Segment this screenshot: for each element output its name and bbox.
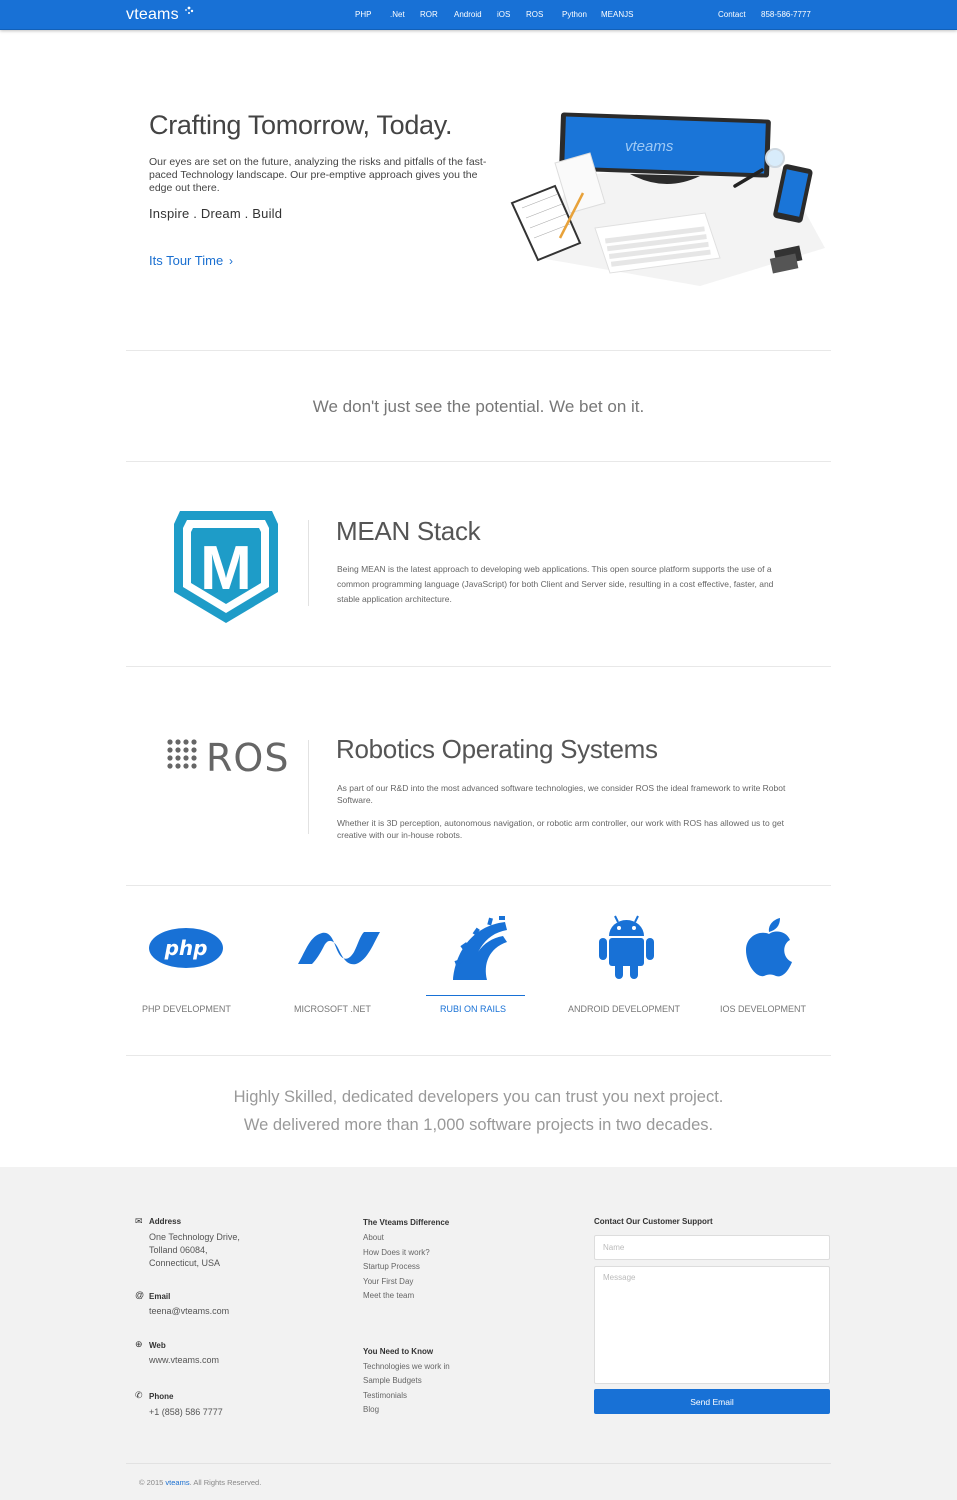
contact-heading: Contact Our Customer Support	[594, 1217, 713, 1226]
name-input[interactable]	[594, 1235, 830, 1260]
difference-heading: The Vteams Difference	[363, 1218, 450, 1227]
phone-label: Phone	[149, 1392, 174, 1401]
dotnet-icon[interactable]	[296, 930, 382, 966]
hero-title: Crafting Tomorrow, Today.	[149, 110, 453, 140]
nav-item-meanjs[interactable]: MEANJS	[601, 10, 634, 19]
ros-description-1: As part of our R&D into the most advanced software technologies, we consider ROS the ideal framework to write Robot Software.	[337, 783, 786, 805]
skills-tagline-2: We delivered more than 1,000 software projects in two decades.	[243, 1116, 714, 1134]
nav-item-net[interactable]: .Net	[390, 10, 405, 19]
hero-tagline: Inspire . Dream . Build	[149, 206, 283, 221]
mean-logo-letter: M	[200, 534, 252, 603]
footer-link-testimonials[interactable]: Testimonials	[363, 1391, 408, 1400]
envelope-icon: ✉	[135, 1216, 143, 1226]
hero-description: Our eyes are set on the future, analyzing the risks and pitfalls of the fast-paced Technology landscape. Our pre-emptive approach gives you the edge out there.	[149, 156, 487, 194]
nav-phone-link[interactable]: 858-586-7777	[761, 10, 811, 19]
footer-link-blog[interactable]: Blog	[363, 1405, 380, 1414]
email-value[interactable]: teena@vteams.com	[149, 1306, 230, 1316]
tech-label-android[interactable]: ANDROID DEVELOPMENT	[568, 1004, 681, 1014]
divider	[126, 1055, 831, 1056]
active-tech-underline	[426, 995, 525, 996]
divider	[126, 350, 831, 351]
top-nav-bar	[0, 0, 957, 30]
phone-value[interactable]: +1 (858) 586 7777	[149, 1407, 223, 1417]
nav-item-ros[interactable]: ROS	[526, 10, 544, 19]
footer-link-budgets[interactable]: Sample Budgets	[363, 1376, 422, 1385]
nav-contact-link[interactable]: Contact	[718, 10, 746, 19]
mean-title: MEAN Stack	[336, 516, 481, 546]
divider	[126, 1463, 831, 1464]
php-icon-text: php	[164, 936, 208, 960]
divider	[126, 666, 831, 667]
vteams-logo[interactable]: vteams	[126, 6, 179, 23]
footer-link-how[interactable]: How Does it work?	[363, 1248, 430, 1257]
tour-link[interactable]: Its Tour Time	[149, 253, 224, 268]
php-icon[interactable]	[148, 927, 224, 969]
email-label: Email	[149, 1292, 171, 1301]
address-line-3: Connecticut, USA	[149, 1258, 221, 1268]
android-icon[interactable]	[598, 914, 655, 980]
screen-logo-text: vteams	[625, 138, 674, 155]
tech-label-dotnet[interactable]: MICROSOFT .NET	[294, 1004, 371, 1014]
footer-link-startup[interactable]: Startup Process	[363, 1262, 420, 1271]
address-label: Address	[149, 1217, 182, 1226]
potential-tagline: We don't just see the potential. We bet on it.	[312, 397, 645, 416]
nav-item-android[interactable]: Android	[454, 10, 482, 19]
nav-item-ios[interactable]: iOS	[497, 10, 511, 19]
footer-link-about[interactable]: About	[363, 1233, 384, 1242]
chevron-right-icon[interactable]: ›	[229, 254, 233, 268]
copyright	[139, 1478, 261, 1487]
send-email-button[interactable]: Send Email	[594, 1389, 830, 1414]
rails-icon[interactable]	[447, 914, 513, 982]
at-icon: @	[135, 1290, 145, 1300]
footer-link-team[interactable]: Meet the team	[363, 1291, 415, 1300]
ros-title: Robotics Operating Systems	[336, 734, 658, 764]
ros-logo	[166, 738, 291, 774]
skills-tagline-1: Highly Skilled, dedicated developers you can trust you next project.	[233, 1088, 724, 1106]
web-label: Web	[149, 1341, 166, 1350]
message-textarea[interactable]	[594, 1266, 830, 1384]
web-value[interactable]: www.vteams.com	[149, 1355, 220, 1365]
divider	[126, 885, 831, 886]
footer-link-technologies[interactable]: Technologies we work in	[363, 1362, 450, 1371]
nav-item-python[interactable]: Python	[562, 10, 587, 19]
copyright-prefix: © 2015	[139, 1478, 164, 1487]
logo-dots-icon	[182, 6, 194, 20]
apple-icon[interactable]	[744, 918, 794, 978]
divider-vertical	[308, 520, 309, 606]
ros-logo-text: ROS	[206, 738, 290, 774]
tech-label-rails[interactable]: RUBI ON RAILS	[440, 1004, 507, 1014]
nav-item-ror[interactable]: ROR	[420, 10, 438, 19]
divider	[126, 461, 831, 462]
desk-illustration	[500, 108, 830, 288]
copyright-brand-link[interactable]: vteams	[165, 1478, 190, 1487]
tech-label-ios[interactable]: IOS DEVELOPMENT	[720, 1004, 807, 1014]
nav-item-php[interactable]: PHP	[355, 10, 372, 19]
tech-label-php[interactable]: PHP DEVELOPMENT	[142, 1004, 231, 1014]
mean-logo	[170, 506, 282, 626]
ros-description-2: Whether it is 3D perception, autonomous navigation, or robotic arm controller, our work with ROS has allowed us to get creative with our in-house robots.	[337, 818, 784, 840]
address-line-1: One Technology Drive,	[149, 1232, 240, 1242]
footer-link-first-day[interactable]: Your First Day	[363, 1277, 414, 1286]
copyright-suffix: . All Rights Reserved.	[189, 1478, 262, 1487]
globe-icon: ⊕	[135, 1339, 143, 1349]
phone-icon: ✆	[135, 1390, 143, 1400]
divider-vertical	[308, 740, 309, 834]
address-line-2: Tolland 06084,	[149, 1245, 208, 1255]
know-heading: You Need to Know	[363, 1347, 434, 1356]
mean-description: Being MEAN is the latest approach to developing web applications. This open source platform supports the use of a common programming language (JavaScript) for both Client and Server side, resulting in a cost effective, faster, and stable application architecture.	[337, 564, 774, 604]
